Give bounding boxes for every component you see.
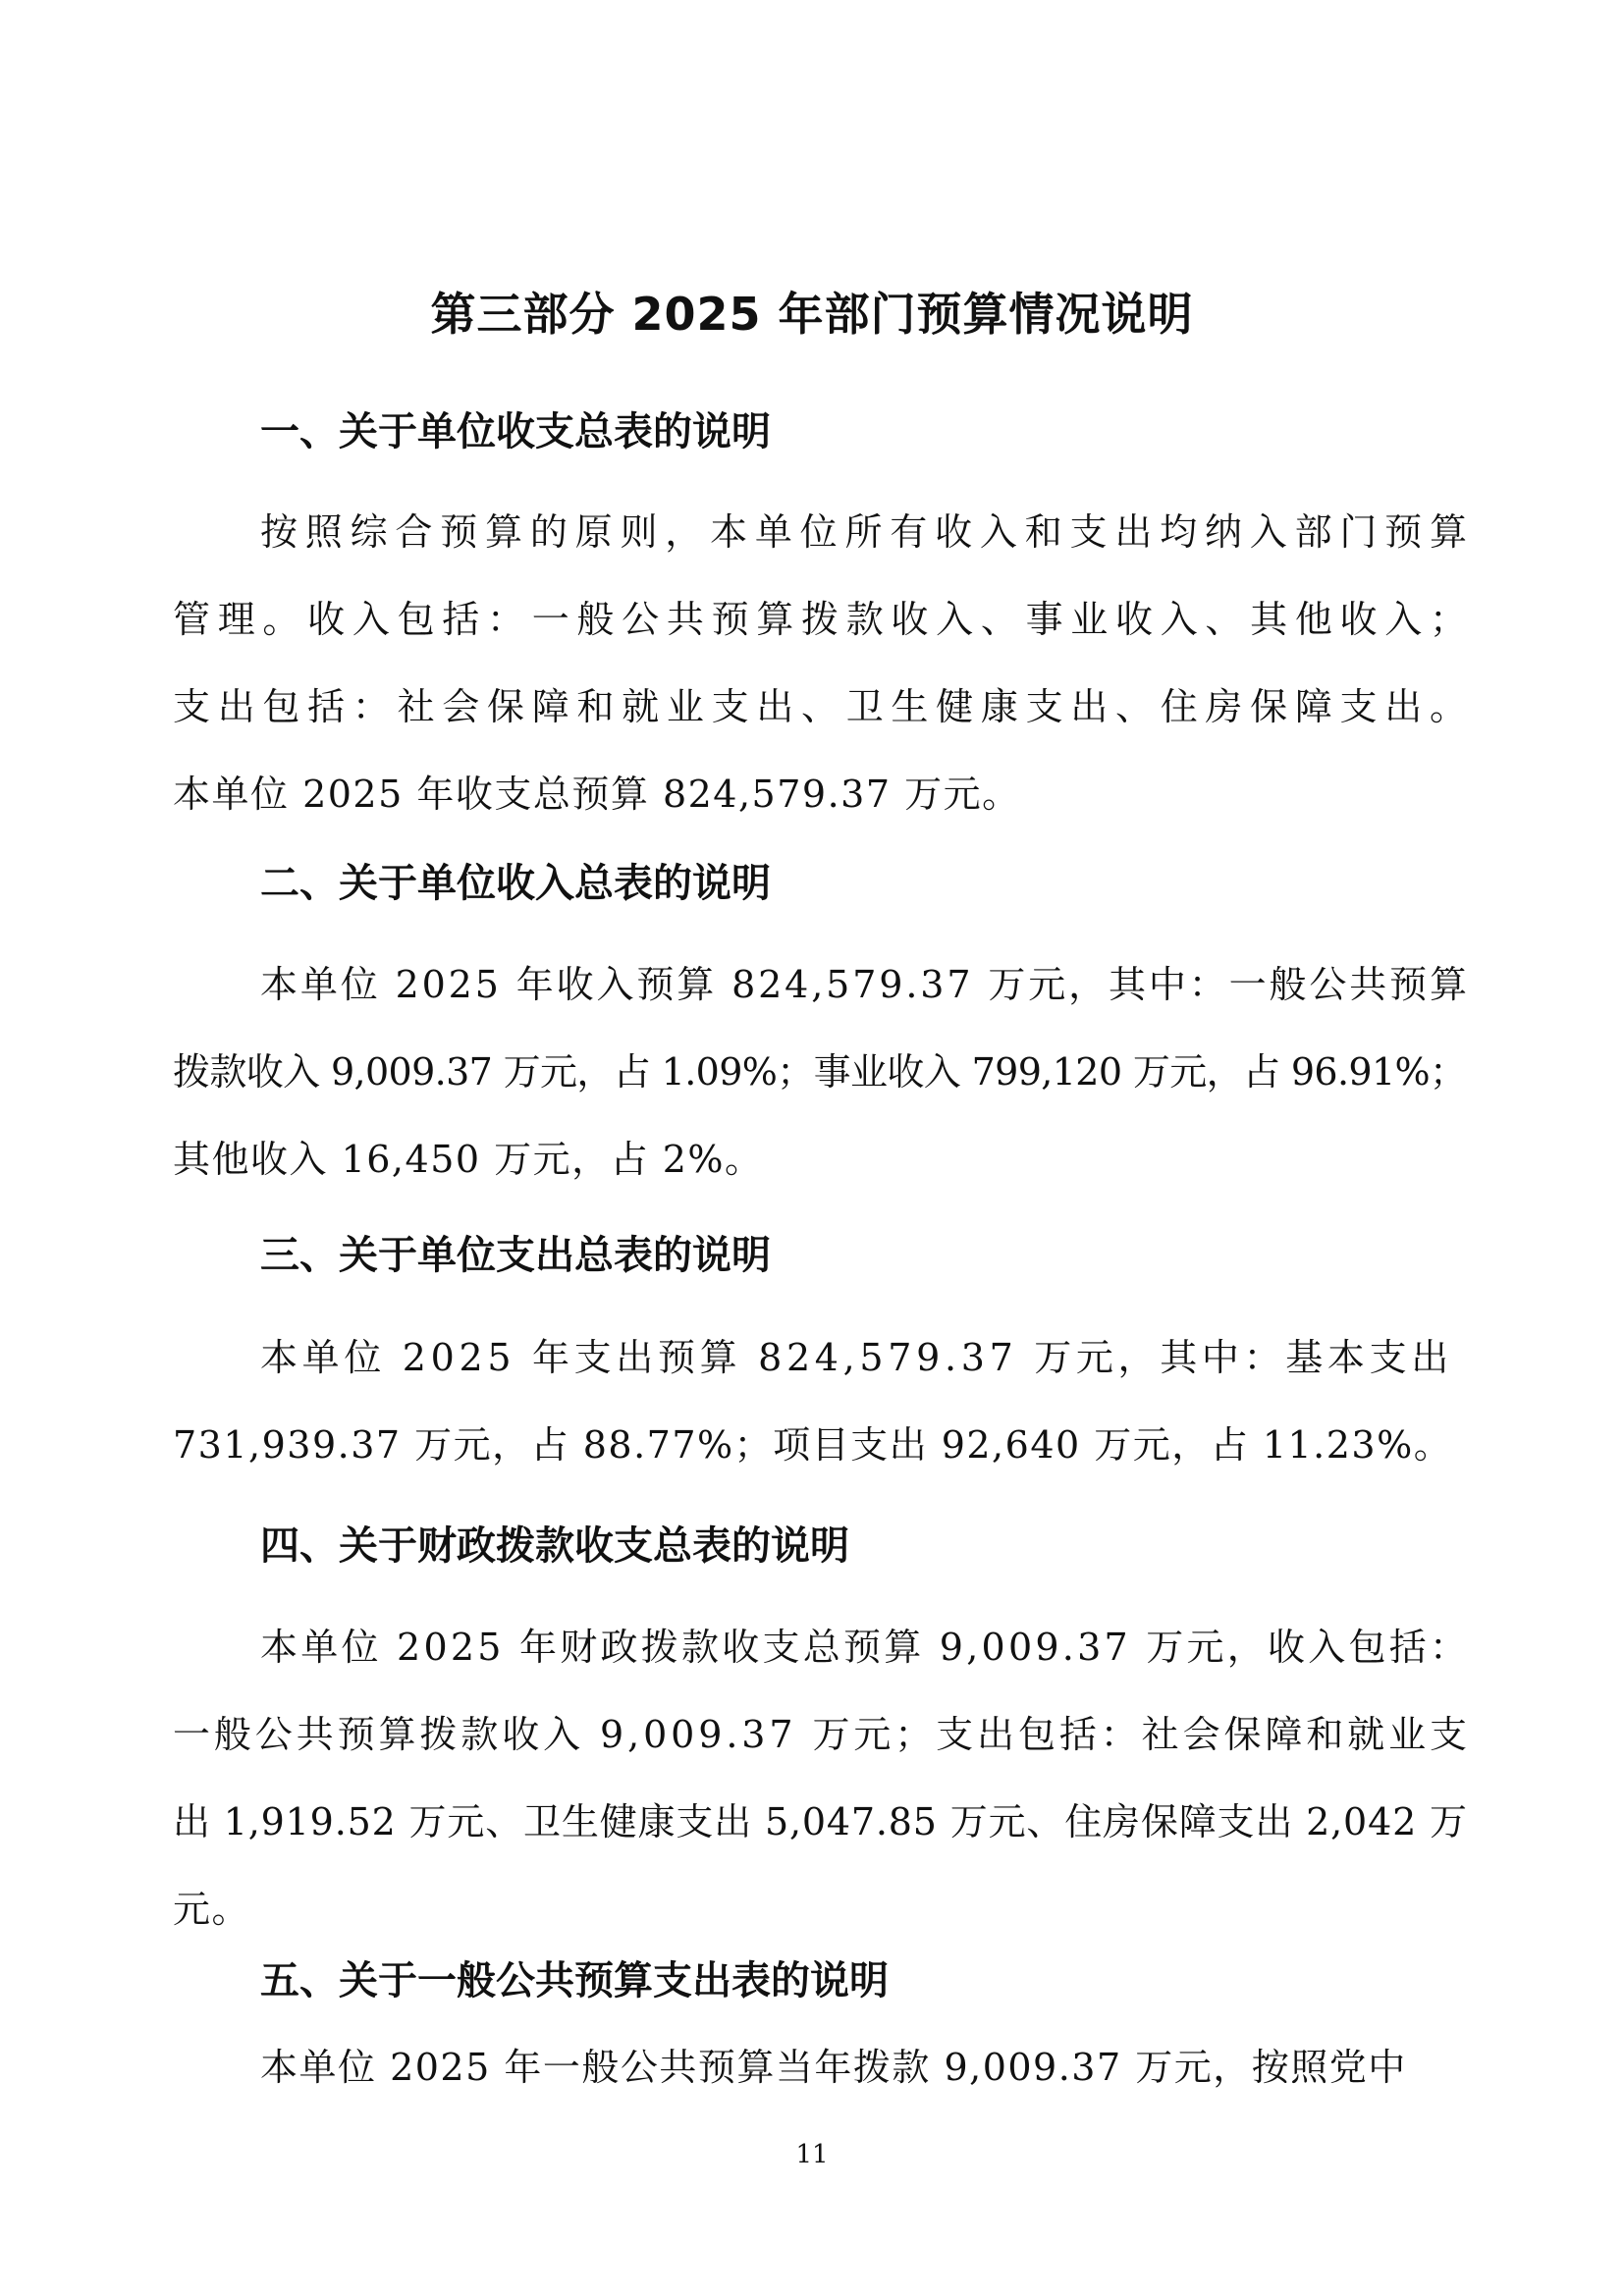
paragraph-line: 按照综合预算的原则，本单位所有收入和支出均纳入部门预算 [260, 510, 1475, 554]
paragraph-line: 出 1,919.52 万元、卫生健康支出 5,047.85 万元、住房保障支出 2,042 万 [173, 1800, 1468, 1843]
page-number: 11 [795, 2140, 829, 2169]
paragraph-line: 拨款收入 9,009.37 万元，占 1.09%；事业收入 799,120 万元，占 96.91%； [173, 1050, 1467, 1094]
paragraph-line: 本单位 2025 年支出预算 824,579.37 万元，其中：基本支出 [260, 1336, 1453, 1379]
section-paragraph-1 [173, 489, 1475, 838]
section-heading-2: 二、关于单位收入总表的说明 [260, 861, 771, 906]
section-paragraph-3 [173, 1314, 1467, 1489]
paragraph-line: 元。 [173, 1888, 251, 1931]
paragraph-line: 本单位 2025 年收入预算 824,579.37 万元，其中：一般公共预算 [260, 963, 1470, 1006]
paragraph-line: 其他收入 16,450 万元，占 2%。 [173, 1138, 764, 1181]
section-heading-5: 五、关于一般公共预算支出表的说明 [260, 1958, 889, 2003]
section-heading-4: 四、关于财政拨款收支总表的说明 [260, 1523, 849, 1569]
paragraph-line: 本单位 2025 年收支总预算 824,579.37 万元。 [173, 773, 1021, 816]
paragraph-line: 支出包括：社会保障和就业支出、卫生健康支出、住房保障支出。 [173, 685, 1475, 728]
paragraph-line: 本单位 2025 年一般公共预算当年拨款 9,009.37 万元，按照党中 [260, 2046, 1407, 2089]
page-title: 第三部分 2025 年部门预算情况说明 [430, 288, 1194, 341]
paragraph-line: 一般公共预算拨款收入 9,009.37 万元；支出包括：社会保障和就业支 [173, 1713, 1471, 1756]
section-paragraph-2 [173, 941, 1470, 1203]
section-paragraph-4 [173, 1604, 1471, 1953]
section-heading-3: 三、关于单位支出总表的说明 [260, 1233, 771, 1278]
section-paragraph-5 [173, 2024, 1467, 2111]
paragraph-line: 本单位 2025 年财政拨款收支总预算 9,009.37 万元，收入包括： [260, 1626, 1471, 1669]
paragraph-line: 731,939.37 万元，占 88.77%；项目支出 92,640 万元，占 11.23%。 [173, 1423, 1453, 1467]
section-heading-1: 一、关于单位收支总表的说明 [260, 409, 771, 454]
paragraph-line: 管理。收入包括：一般公共预算拨款收入、事业收入、其他收入； [173, 598, 1475, 641]
